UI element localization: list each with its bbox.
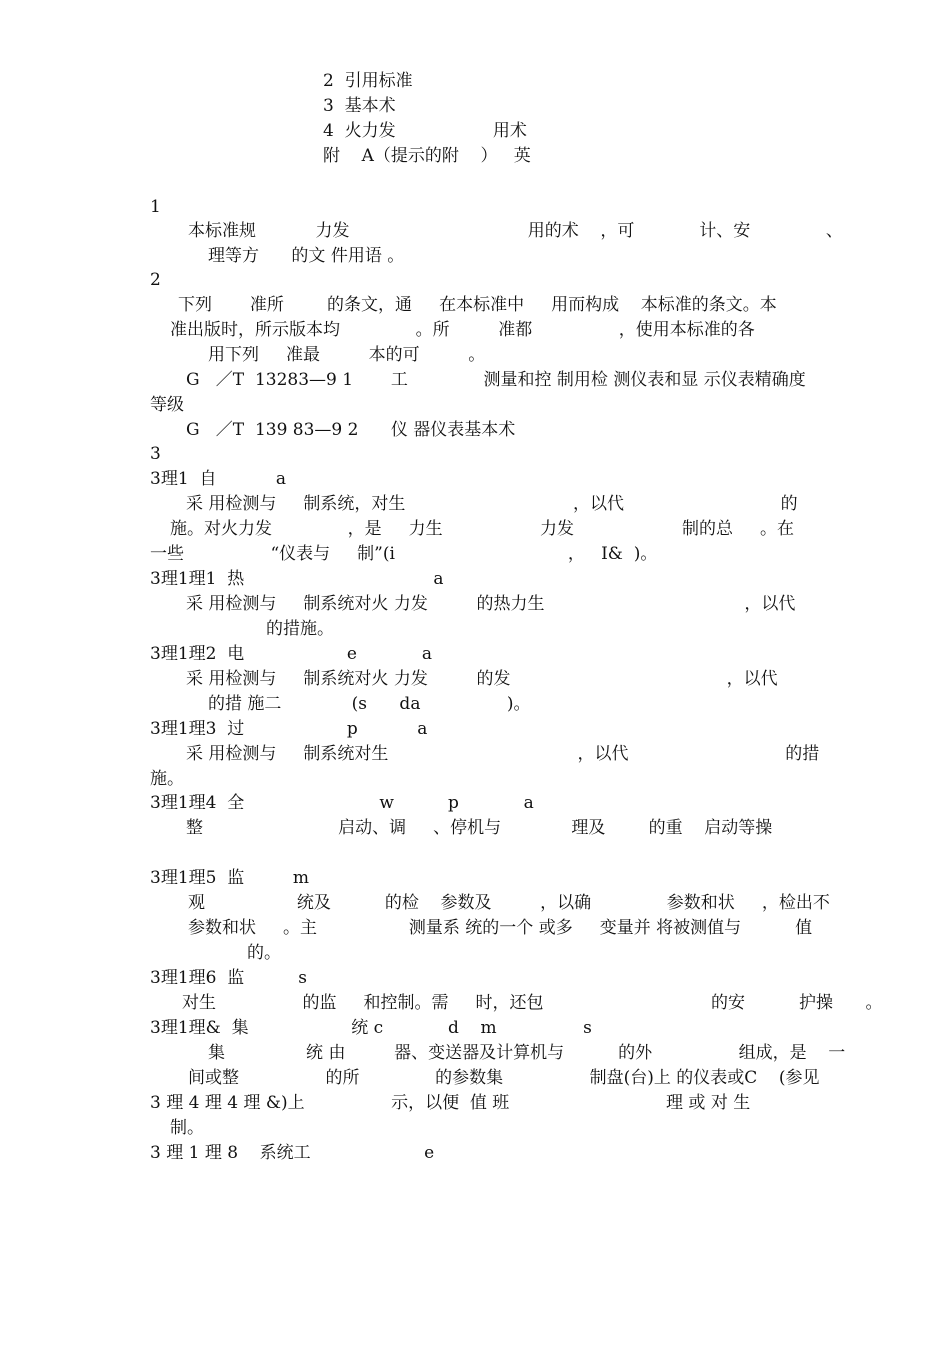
term-body: 的。 <box>247 943 281 963</box>
toc-item-3: 3 基本术 <box>323 96 396 116</box>
term-body: 制。 <box>170 1118 204 1138</box>
toc-item-appendix: 附 A（提示的附 ） 英 <box>323 146 531 166</box>
term-heading: 3理1理2 电 e a <box>150 644 432 664</box>
section-1-line: 理等方 的文 件用语 。 <box>208 246 405 266</box>
section-1-line: 本标准规 力发 用的术 ，可 计、安 、 <box>188 221 843 241</box>
section-3-number: 3 <box>150 444 161 464</box>
section-2-line: 下列 准所 的条文，通 在本标准中 用而构成 本标准的条文。本 <box>178 295 777 315</box>
term-body: 一些 “仪表与 制”(i ， I& )。 <box>150 544 658 564</box>
term-body: 整 启动、调 、停机与 理及 的重 启动等操 <box>186 818 773 838</box>
term-body: 施。对火力发 ，是 力生 力发 制的总 。在 <box>170 519 795 539</box>
reference-standard: G ／T 139 83—9 2 仪 器仪表基本术 <box>186 420 516 440</box>
term-body: 对生 的监 和控制。需 时，还包 的安 护操 。 <box>182 993 883 1013</box>
term-body: 采 用检测与 制系统对生 ，以代 的措 <box>186 744 820 764</box>
section-2-line: 准出版时，所示版本均 。所 准都 ，使用本标准的各 <box>170 320 755 340</box>
term-heading: 3理1理5 监 m <box>150 868 310 888</box>
term-body: 观 统及 的检 参数及 ，以确 参数和状 ，检出不 <box>188 893 830 913</box>
term-body: 的措施。 <box>266 619 334 639</box>
term-body: 采 用检测与 制系统对火 力发 的发 ，以代 <box>186 669 778 689</box>
term-body: 间或整 的所 的参数集 制盘(台)上 的仪表或C (参见 <box>188 1068 820 1088</box>
term-body: 采 用检测与 制系统，对生 ，以代 的 <box>186 494 798 514</box>
section-2-number: 2 <box>150 270 161 290</box>
term-heading: 3理1理& 集 统 c d m s <box>150 1018 592 1038</box>
term-body: 3 理 4 理 4 理 &)上 示，以便 值 班 理 或 对 生 <box>150 1093 751 1113</box>
term-heading: 3理1理1 热 a <box>150 569 444 589</box>
toc-item-2: 2 引用标准 <box>323 71 413 91</box>
section-2-line: 用下列 准最 本的可 。 <box>208 345 486 365</box>
term-body: 集 统 由 器、变送器及计算机与 的外 组成，是 一 <box>208 1043 846 1063</box>
term-body: 参数和状 。主 测量系 统的一个 或多 变量并 将被测值与 值 <box>188 918 813 938</box>
term-heading: 3理1理3 过 p a <box>150 719 428 739</box>
term-body: 施。 <box>150 769 184 789</box>
term-heading: 3 理 1 理 8 系统工 e <box>150 1143 435 1163</box>
term-heading: 3理1理4 全 w p a <box>150 793 534 813</box>
section-1-number: 1 <box>150 197 161 217</box>
term-heading: 3理1 自 a <box>150 469 287 489</box>
term-body: 的措 施二 (s da )。 <box>208 694 531 714</box>
term-heading: 3理1理6 监 s <box>150 968 308 988</box>
toc-item-4: 4 火力发 用术 <box>323 121 527 141</box>
reference-standard: G ／T 13283—9 1 工 测量和控 制用检 测仪表和显 示仪表精确度 <box>186 370 806 390</box>
term-body: 采 用检测与 制系统对火 力发 的热力生 ，以代 <box>186 594 796 614</box>
reference-standard-cont: 等级 <box>150 395 184 415</box>
